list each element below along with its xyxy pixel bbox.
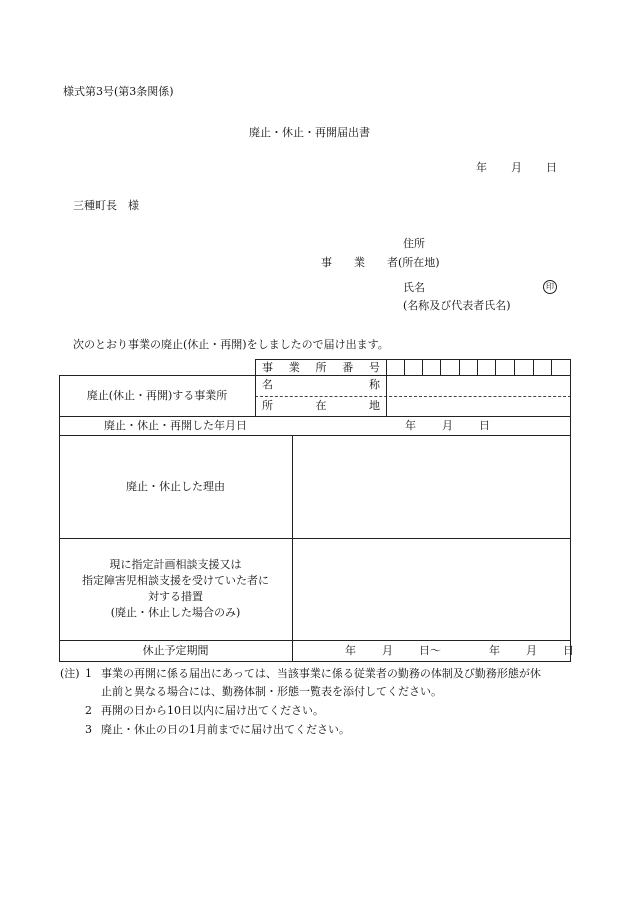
header-date-year: 年 <box>476 161 487 174</box>
period-to-month: 月 <box>526 644 537 657</box>
office-number-char: 業 <box>288 361 300 374</box>
digit-box <box>495 359 496 375</box>
office-name-label <box>262 379 380 390</box>
note-number: 2 <box>85 704 92 717</box>
table-rule <box>292 435 293 662</box>
intro-text: 次のとおり事業の廃止(休止・再開)をしましたので届け出ます。 <box>73 338 389 351</box>
digit-box <box>422 359 423 375</box>
digit-box <box>459 359 460 375</box>
date-label: 廃止・休止・再開した年月日 <box>104 419 247 432</box>
date-month: 月 <box>442 419 453 432</box>
note-number: 1 <box>85 667 92 680</box>
period-label: 休止予定期間 <box>142 644 209 657</box>
page-title: 廃止・休止・再開届出書 <box>249 126 370 139</box>
note-number: 3 <box>85 723 92 736</box>
office-location-char: 所 <box>262 399 273 412</box>
measures-line: (廃止・休止した場合のみ) <box>110 606 241 619</box>
period-value <box>345 645 574 656</box>
period-to-day: 日 <box>563 644 574 657</box>
table-rule <box>570 359 571 662</box>
office-location-char: 在 <box>315 399 327 412</box>
measures-line: 対する措置 <box>148 590 203 603</box>
note-line: 止前と異なる場合には、勤務体制・形態一覧表を添付してください。 <box>101 685 442 698</box>
digit-box <box>404 359 405 375</box>
reason-label: 廃止・休止した理由 <box>126 480 225 493</box>
header-date-month: 月 <box>511 161 522 174</box>
note-line: 廃止・休止の日の1月前までに届け出てください。 <box>101 723 350 736</box>
measures-label <box>59 538 292 640</box>
name-label: 氏名 <box>403 281 425 294</box>
office-location-char: 地 <box>369 399 380 412</box>
date-year: 年 <box>405 419 416 432</box>
name-note: (名称及び代表者氏名) <box>403 299 511 312</box>
table-dashed-rule <box>255 396 571 397</box>
table-rule <box>255 359 256 416</box>
header-date-day: 日 <box>546 161 557 174</box>
date-value <box>405 420 490 431</box>
digit-box <box>440 359 441 375</box>
notification-table <box>59 359 574 662</box>
header-date <box>476 162 557 173</box>
business-label: 事 業 者(所在地) <box>321 256 440 269</box>
digit-box <box>514 359 515 375</box>
table-rule <box>386 359 387 416</box>
measures-line: 現に指定計画相談支援又は <box>109 558 242 571</box>
note-prefix: (注) <box>60 667 80 680</box>
office-number-char: 号 <box>369 361 380 374</box>
office-location-label <box>262 400 380 411</box>
note-line: 事業の再開に係る届出にあっては、当該事業に係る従業者の勤務の体制及び勤務形態が休 <box>101 667 541 680</box>
period-from-day: 日〜 <box>419 644 441 657</box>
office-number-char: 番 <box>342 361 354 374</box>
digit-box <box>477 359 478 375</box>
digit-box <box>533 359 534 375</box>
seal-mark: 印 <box>543 280 557 294</box>
office-name-char: 称 <box>369 378 380 391</box>
office-number-char: 所 <box>315 361 327 374</box>
digit-box <box>551 359 552 375</box>
measures-line: 指定障害児相談支援を受けていた者に <box>82 574 269 587</box>
note-line: 再開の日から10日以内に届け出てください。 <box>101 704 324 717</box>
period-to-year: 年 <box>489 644 500 657</box>
period-from-month: 月 <box>382 644 393 657</box>
office-number-label <box>262 362 380 373</box>
office-number-char: 事 <box>262 361 273 374</box>
table-rule <box>59 661 571 662</box>
period-from-year: 年 <box>345 644 356 657</box>
office-name-char: 名 <box>262 378 273 391</box>
table-rule <box>255 359 571 360</box>
address-label: 住所 <box>403 237 425 250</box>
addressee: 三種町長 様 <box>73 199 139 212</box>
office-label: 廃止(休止・再開)する事業所 <box>86 389 228 402</box>
form-number: 様式第3号(第3条関係) <box>63 85 174 98</box>
date-day: 日 <box>479 419 490 432</box>
